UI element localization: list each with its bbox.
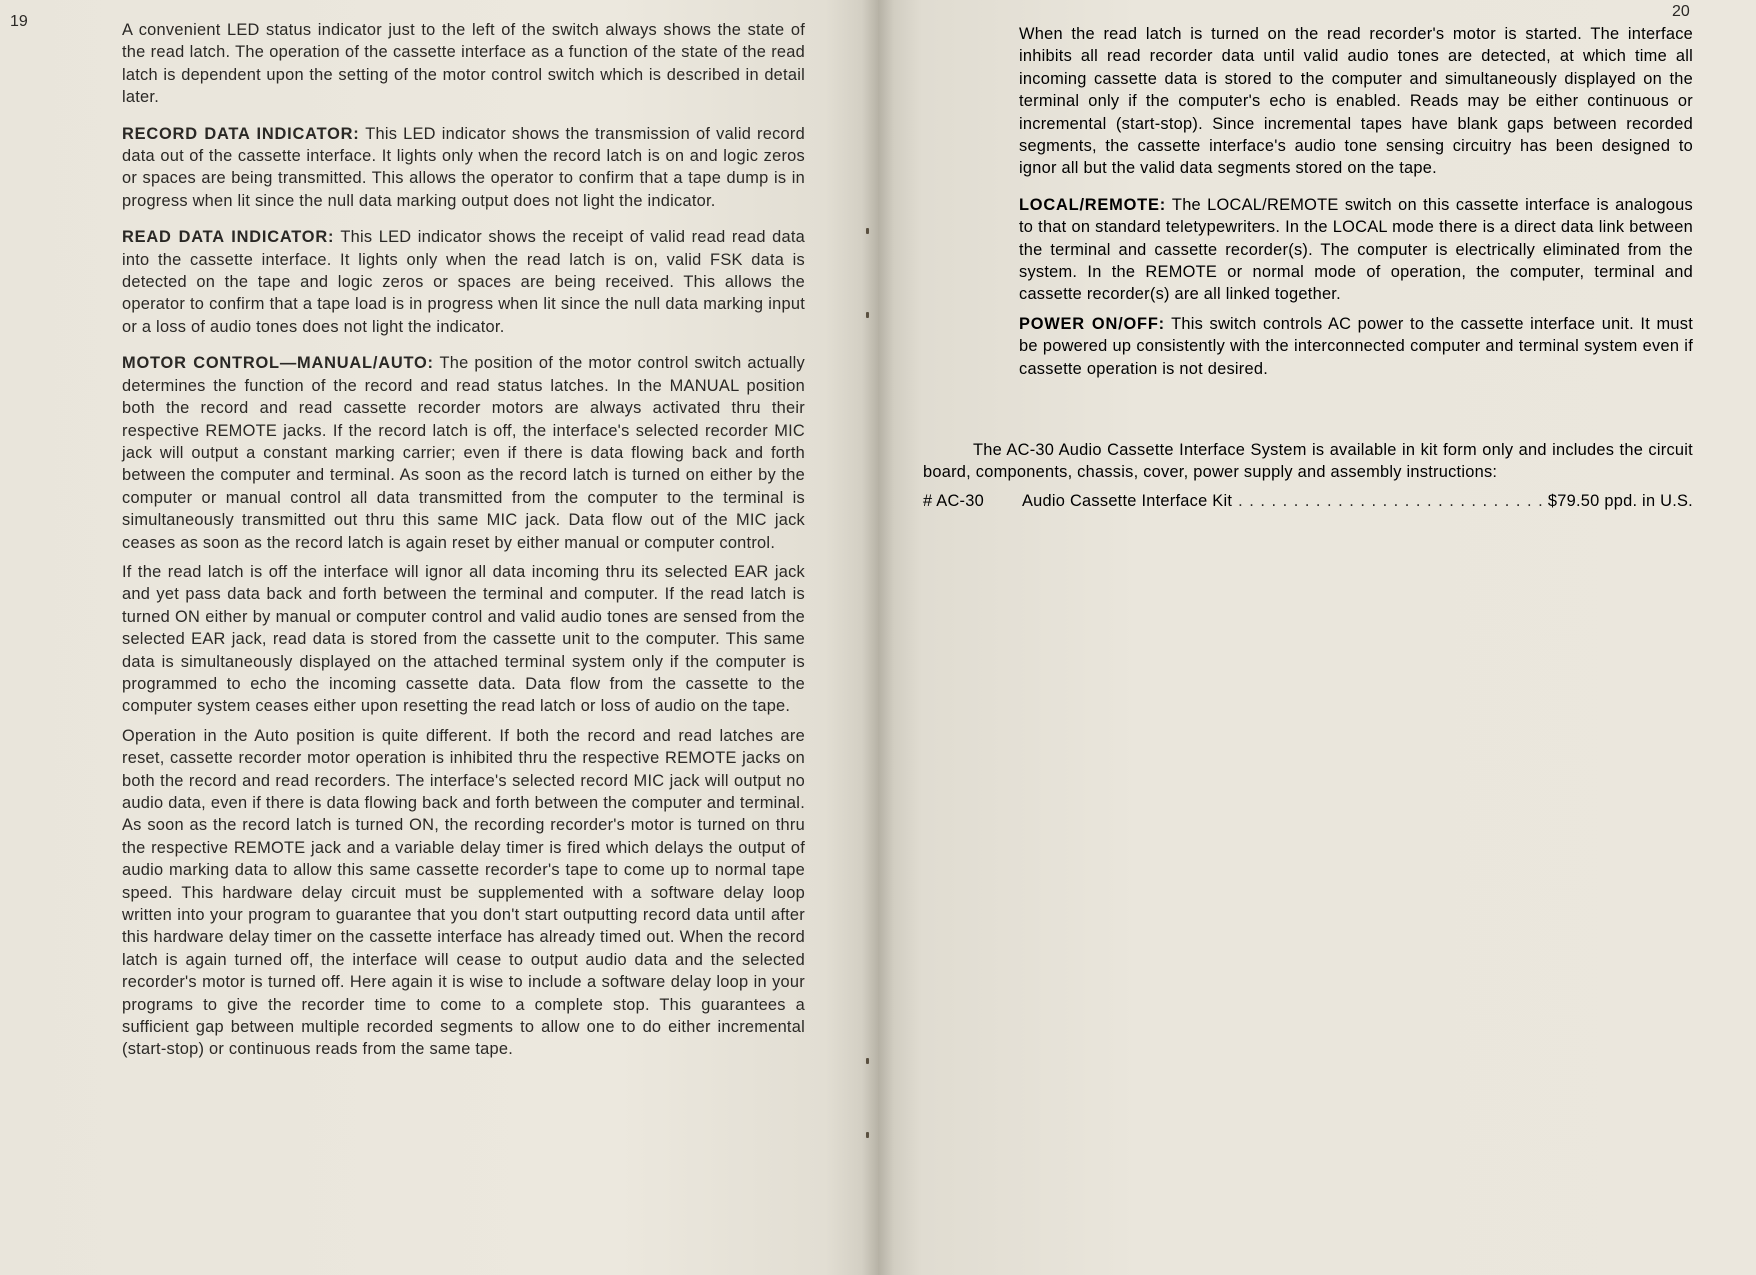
paragraph-body: This LED indicator shows the transmission of valid record data out of the cassette interface. It lights only when the record latch is on and logic zeros or spaces are being transmitted. This allows the operator to confirm that a tape dump is in progress when lit since the null data marking output does not light the indicator. — [122, 124, 805, 210]
page-number-left: 19 — [10, 13, 28, 30]
paragraph-read-latch-motor — [1019, 23, 1693, 180]
staple-mark — [866, 1132, 869, 1138]
section-heading-local-remote: LOCAL/REMOTE: — [1019, 195, 1166, 214]
dot-leaders — [1238, 490, 1542, 512]
book-gutter — [862, 0, 894, 1275]
catalog-price: $79.50 ppd. in U.S. — [1547, 491, 1693, 510]
staple-mark — [866, 312, 869, 318]
page-number-right: 20 — [1672, 3, 1690, 20]
paragraph-body: A convenient LED status indicator just to the left of the switch always shows the state of the read latch. The operation of the cassette interface as a function of the state of the read latch is dependent upon the setting of the motor control switch which is described in detail later. — [122, 21, 805, 107]
catalog-description: Audio Cassette Interface Kit — [1022, 491, 1233, 510]
catalog-entry — [923, 490, 1693, 512]
paragraph-auto-operation — [122, 725, 805, 1061]
paragraph-body: This switch controls AC power to the cassette interface unit. It must be powered up consistently with the interconnected computer and terminal system even if cassette operation is not desired. — [1019, 314, 1693, 378]
section-heading-motor-control: MOTOR CONTROL—MANUAL/AUTO: — [122, 354, 434, 373]
kit-offer — [923, 439, 1693, 512]
offer-description: The AC-30 Audio Cassette Interface System is available in kit form only and includes the circuit board, components, chassis, cover, power supply and assembly instructions: — [923, 441, 1693, 482]
paragraph-local-remote — [1019, 194, 1693, 306]
left-text-column — [122, 19, 805, 1068]
paragraph-body: The LOCAL/REMOTE switch on this cassette interface is analogous to that on standard teletypewriters. In the LOCAL mode there is a direct data link between the terminal and cassette recorder(s). The computer is electrically eliminated from the system. In the REMOTE or normal mode of operation, the computer, terminal and cassette recorder(s) are all linked together. — [1019, 195, 1693, 304]
paragraph-body: When the read latch is turned on the read recorder's motor is started. The interface inhibits all read recorder data until valid audio tones are detected, at which time all incoming cassette data is stored to the computer and simultaneously displayed on the terminal only if the computer's echo is enabled. Reads may be either continuous or incremental (start-stop). Since incremental tapes have blank gaps between recorded segments, the cassette interface's audio tone sensing circuitry has been designed to ignor all but the valid data segments stored on the tape. — [1019, 25, 1693, 178]
paragraph-read-data-indicator — [122, 226, 805, 338]
staple-mark — [866, 1058, 869, 1064]
paragraph-record-data-indicator — [122, 123, 805, 213]
section-heading-power-on-off: POWER ON/OFF: — [1019, 314, 1165, 333]
paragraph-body: The position of the motor control switch actually determines the function of the record and read status latches. In the MANUAL position both the record and read cassette recorder motors are always activated thru their respective REMOTE jacks. If the record latch is off, the interface's selected recorder MIC jack will output a constant marking carrier; even if there is data flowing back and forth between the computer and terminal. As soon as the record latch is turned on either by the computer or manual control all data transmitted from the computer to the terminal is simultaneously transmitted out thru this same MIC jack. Data flow out of the MIC jack ceases as soon as the record latch is again reset by either manual or computer control. — [122, 354, 805, 552]
paragraph-read-latch — [122, 561, 805, 718]
paragraph-power-on-off — [1019, 313, 1693, 380]
section-heading-record-data-indicator: RECORD DATA INDICATOR: — [122, 124, 360, 143]
section-heading-read-data-indicator: READ DATA INDICATOR: — [122, 228, 335, 247]
paragraph-body: Operation in the Auto position is quite different. If both the record and read latches are reset, cassette recorder motor operation is inhibited thru the respective REMOTE jacks on both the record and read recorders. The interface's selected record MIC jack will output no audio data, even if there is data flowing back and forth between the computer and terminal. As soon as the record latch is turned ON, the recording recorder's motor is turned on thru the respective REMOTE jack and a variable delay timer is fired which delays the output of audio marking data to allow this same cassette recorder's tape to come up to normal tape speed. This hardware delay circuit must be supplemented with a software delay loop written into your program to guarantee that you don't start outputting record data until after this hardware delay timer on the cassette interface has already timed out. When the record latch is again turned off, the interface will cease to output audio data and the selected recorder's motor is turned off. Here again it is wise to include a software delay loop in your programs to give the recorder time to come to a complete stop. This guarantees a sufficient gap between multiple recorded segments to allow one to do either incremental (start-stop) or continuous reads from the same tape. — [122, 726, 805, 1059]
paragraph-body: This LED indicator shows the receipt of valid read read data into the cassette interface. It lights only when the read latch is on, valid FSK data is detected on the tape and logic zeros or spaces are being received. This allows the operator to confirm that a tape load is in progress when lit since the null data marking input or a loss of audio tones does not light the indicator. — [122, 228, 805, 336]
right-text-column — [1019, 23, 1693, 394]
staple-mark — [866, 228, 869, 234]
paragraph-body: If the read latch is off the interface will ignor all data incoming thru its selected EAR jack and yet pass data back and forth between the terminal and computer. If the read latch is turned ON either by manual or computer control and valid audio tones are sensed from the selected EAR jack, read data is stored from the cassette unit to the computer. This same data is simultaneously displayed on the attached terminal system only if the computer is programmed to echo the incoming cassette data. Data flow from the cassette to the computer system ceases either upon resetting the read latch or loss of audio on the tape. — [122, 562, 805, 716]
catalog-number: # AC-30 — [923, 491, 984, 510]
paragraph-motor-control — [122, 352, 805, 554]
paragraph-latch-led — [122, 19, 805, 109]
